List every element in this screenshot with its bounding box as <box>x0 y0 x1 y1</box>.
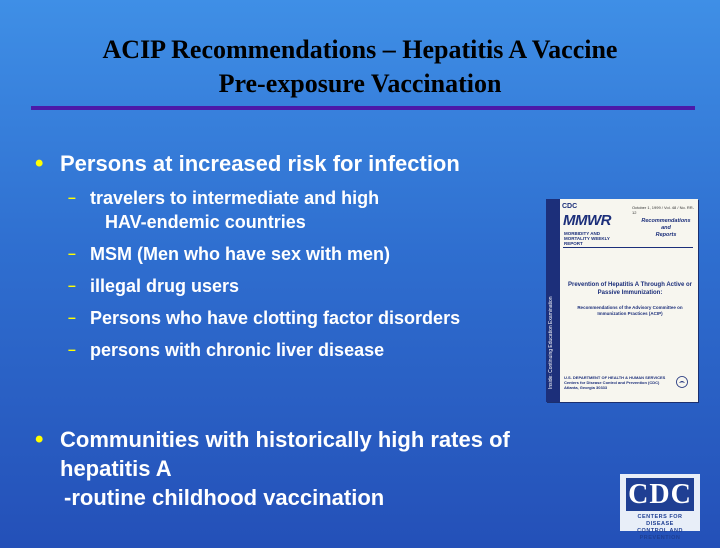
mmwr-report-cover-image <box>546 199 698 402</box>
list-item <box>68 242 538 266</box>
cover-spine <box>546 199 560 402</box>
bullet-icon: • <box>35 150 44 177</box>
dash-icon: – <box>68 277 76 293</box>
cover-report-subtitle: Recommendations of the Advisory Committee on Immunization Practices (ACIP) <box>577 305 683 316</box>
bullet-text-continued: hepatitis A <box>60 456 172 481</box>
cover-divider <box>563 247 693 248</box>
cover-date: October 1, 1999 / Vol. 48 / No. RR-12 <box>632 205 695 215</box>
cdc-logo-caption <box>624 514 696 542</box>
slide-title-line2: Pre-exposure Vaccination <box>218 69 502 98</box>
slide-title-line1: ACIP Recommendations – Hepatitis A Vaccine <box>102 35 618 64</box>
list-item <box>68 186 538 234</box>
title-divider <box>31 106 695 110</box>
bullet-text: Communities with historically high rates of <box>60 427 510 452</box>
list-item-text-continued: HAV-endemic countries <box>105 212 306 232</box>
dash-icon: – <box>68 245 76 261</box>
bullet-increased-risk <box>35 150 535 178</box>
list-item-text: persons with chronic liver disease <box>90 340 385 360</box>
bullet-icon: • <box>35 426 44 453</box>
cover-weekly-label: MORBIDITY AND MORTALITY WEEKLY REPORT <box>564 231 610 246</box>
list-item-text: MSM (Men who have sex with men) <box>90 244 391 264</box>
risk-group-list <box>68 186 538 370</box>
list-item <box>68 306 538 330</box>
cdc-logo-mark: CDC <box>626 478 694 511</box>
bullet-subtext: -routine childhood vaccination <box>64 485 385 510</box>
cover-cdc-mark: CDC <box>562 203 578 210</box>
cover-series-line1: Recommendations <box>641 218 691 224</box>
hhs-eagle-icon <box>676 376 688 388</box>
cdc-logo-caption-line1: CENTERS FOR DISEASE <box>637 514 683 527</box>
cover-series-line2: and <box>661 225 671 231</box>
cover-series-line3: Reports <box>655 232 677 238</box>
list-item <box>68 274 538 298</box>
dash-icon: – <box>68 189 76 205</box>
list-item-text: Persons who have clotting factor disorders <box>90 308 461 328</box>
bullet-communities <box>35 425 595 512</box>
cdc-logo-caption-line2: CONTROL AND PREVENTION <box>637 528 683 541</box>
list-item-text: illegal drug users <box>90 276 240 296</box>
spine-text: Inside: Continuing Education Examination <box>548 296 554 389</box>
list-item <box>68 338 538 362</box>
dash-icon: – <box>68 309 76 325</box>
cover-department: U.S. DEPARTMENT OF HEALTH & HUMAN SERVICES Centers for Disease Control and Prevention (CDC) Atlanta, Georgia 30333 <box>564 375 666 390</box>
cover-series <box>638 218 694 239</box>
cover-report-title: Prevention of Hepatitis A Through Active or Passive Immunization: <box>568 282 693 296</box>
list-item-text: travelers to intermediate and high <box>90 188 380 208</box>
cdc-logo <box>620 474 700 541</box>
dash-icon: – <box>68 341 76 357</box>
bullet-text: Persons at increased risk for infection <box>60 151 460 176</box>
slide-title <box>0 33 720 101</box>
cover-masthead: MMWR <box>563 212 611 229</box>
